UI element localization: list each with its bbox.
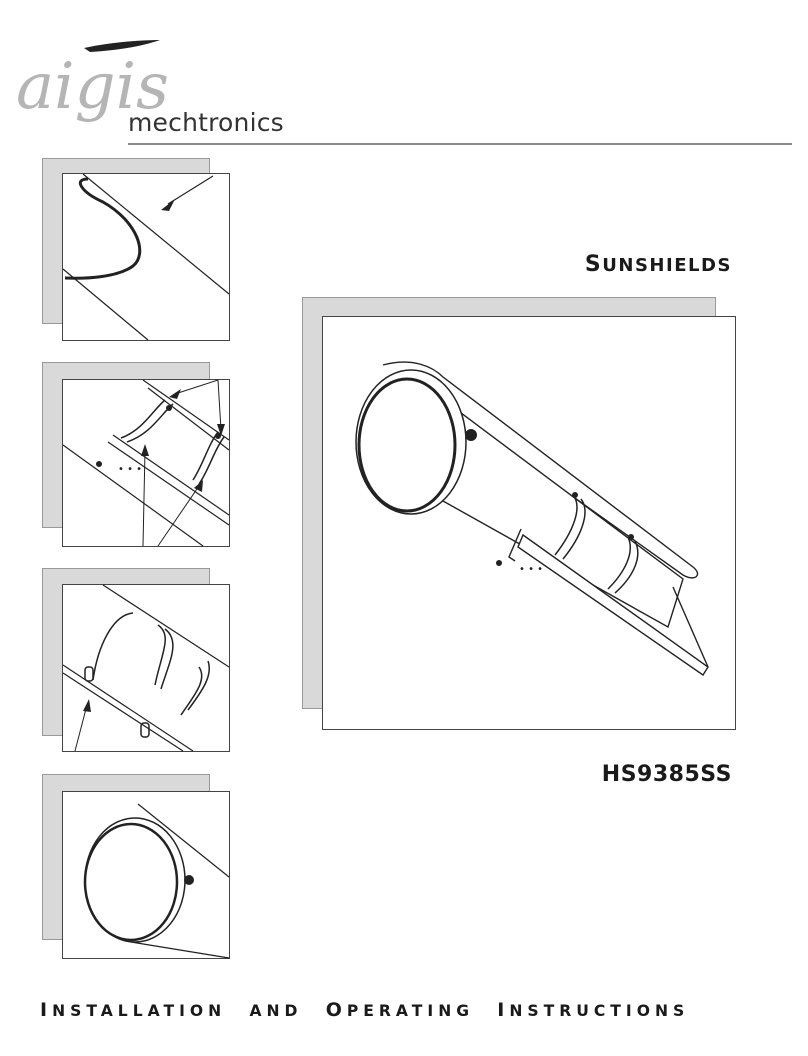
main-sunshield-illustration (323, 317, 735, 729)
model-number: HS9385SS (601, 762, 732, 787)
logo-wordmark: aigis (16, 50, 169, 124)
step-4-illustration (63, 792, 229, 958)
main-panel (322, 316, 736, 730)
arrow-icon (161, 199, 175, 211)
step-3-panel (62, 584, 230, 752)
svg-text:• • •: • • • (118, 464, 143, 475)
step-2-illustration (63, 380, 229, 546)
document-title: SUNSHIELDS (584, 252, 732, 277)
step-3-illustration (63, 585, 229, 751)
step-2-panel (62, 379, 230, 547)
svg-text:• • •: • • • (519, 564, 544, 575)
step-1-panel (62, 173, 230, 341)
step-4-panel (62, 791, 230, 959)
aigis-logo (12, 36, 202, 176)
mounting-screw-icon (465, 429, 477, 441)
header-rule (128, 143, 792, 145)
step-1-illustration (63, 174, 229, 340)
brand-subtitle: mechtronics (128, 108, 284, 137)
document-subtitle: INSTALLATION AND OPERATING INSTRUCTIONS (40, 999, 690, 1021)
